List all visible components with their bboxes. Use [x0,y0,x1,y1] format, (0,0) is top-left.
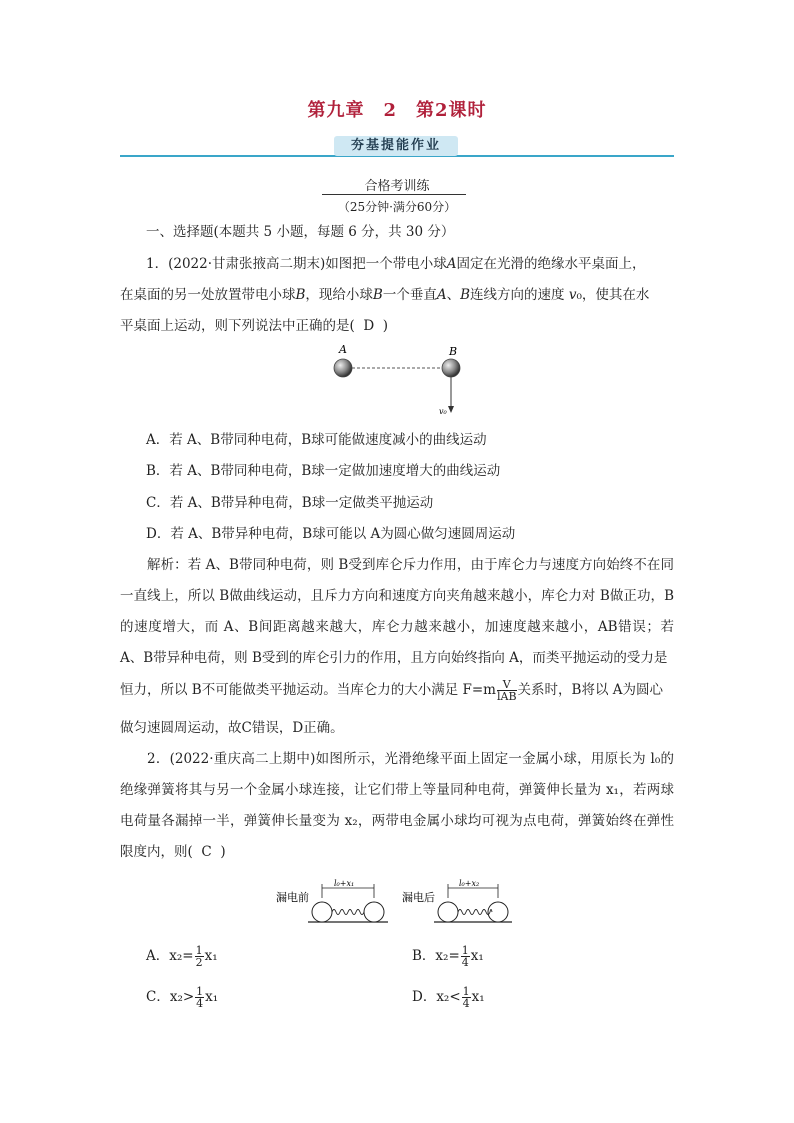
ball-a [334,359,352,377]
q2-option-b: B．x₂= $\frac{1}{4}$ x₁ [412,944,484,969]
left-ball-2 [364,902,384,922]
q1-analysis: 解析：若 A、B带同种电荷，则 B受到库仑斥力作用，由于库仑力与速度方向始终不在同一直线上，所以 B做曲线运动，且斥力方向和速度方向夹角越来越小，库仑力对 B做正功，B的速度增大，而 A、B间距离越来越大，库仑力越来越小，加速度越来越小，AB错误；若 A、B带异种电荷，则 B受到的库仑引力的作用，且方向始终指向 A，而类平抛运动的受力是 [120,557,674,666]
right-ball-2 [488,902,508,922]
fig-label-v0: v₀ [439,407,447,416]
q1-answer: D [363,318,375,334]
q2-option-c: C．x₂> $\frac{1}{4}$ x₁ [146,985,219,1010]
right-spring [458,910,492,915]
q1-figure [325,340,475,420]
q1-stem-line3: 平桌面上运动，则下列说法中正确的是( D ) [120,318,389,334]
q1-option-a: A．若 A、B带同种电荷，B球可能做速度减小的曲线运动 [146,432,487,448]
q1-stem-line2: 在桌面的另一处放置带电小球B，现给小球B一个垂直A、B连线方向的速度 v₀，使其在水 [120,287,650,303]
fig-len1: l₀+x₁ [334,879,355,888]
part-heading: 一、选择题(本题共 5 小题，每题 6 分，共 30 分） [146,224,455,240]
q2-option-c-frac: $\frac{1}{4}$ [196,985,204,1010]
fig-after-label: 漏电后 [402,891,435,904]
q2-option-a-frac: $\frac{1}{2}$ [195,944,203,969]
q2-answer: C [201,844,212,860]
q1-option-d: D．若 A、B带异种电荷，B球可能以 A为圆心做匀速圆周运动 [146,526,516,542]
q1-stem-line1: 1．(2022·甘肃张掖高二期末)如图把一个带电小球A固定在光滑的绝缘水平桌面上， [146,256,646,272]
left-ball-1 [312,902,332,922]
q1-option-b: B．若 A、B带同种电荷，B球一定做加速度增大的曲线运动 [146,463,501,479]
section-badge: 夯基提能作业 [334,136,458,156]
fig-before-label: 漏电前 [276,891,309,904]
left-spring [332,910,364,915]
page-title: 第九章 2 第2课时 [307,100,487,121]
ball-b [442,359,460,377]
q1-analysis-line5: 恒力，所以 B不可能做类平抛运动。当库仑力的大小满足 F=m $\frac{V}{\text{lAB}}$ 关系时，B将以 A为圆心 [120,678,663,703]
fig-label-a: A [339,343,347,356]
q2-option-b-frac: $\frac{1}{4}$ [461,944,469,969]
q2-option-d: D．x₂< $\frac{1}{4}$ x₁ [412,985,485,1010]
q2-figure [270,876,520,932]
q2-option-d-frac: $\frac{1}{4}$ [462,985,470,1010]
analysis-fraction: $\frac{V}{\text{lAB}}$ [496,678,517,703]
subsection-title: 合格考训练 [364,179,430,194]
q1-analysis-line6: 做匀速圆周运动，故C错误，D正确。 [120,720,344,736]
fig-len2: l₀+x₂ [459,879,480,888]
subsection-rule [322,194,466,195]
right-ball-1 [438,902,458,922]
time-note: （25分钟·满分60分） [337,200,457,214]
q1-option-c: C．若 A、B带异种电荷，B球一定做类平抛运动 [146,495,434,511]
velocity-arrowhead [448,406,454,413]
q2-stem: 2．(2022·重庆高二上期中)如图所示，光滑绝缘平面上固定一金属小球，用原长为 l₀的绝缘弹簧将其与另一个金属小球连接，让它们带上等量同种电荷，弹簧伸长量为 x₁，若两球电荷量各漏掉一半，弹簧伸长量变为 x₂，两带电金属小球均可视为点电荷，弹簧始终在弹性限度内，则( C ) [120,751,674,860]
fig-label-b: B [449,345,458,358]
q2-option-a: A．x₂= $\frac{1}{2}$ x₁ [146,944,218,969]
